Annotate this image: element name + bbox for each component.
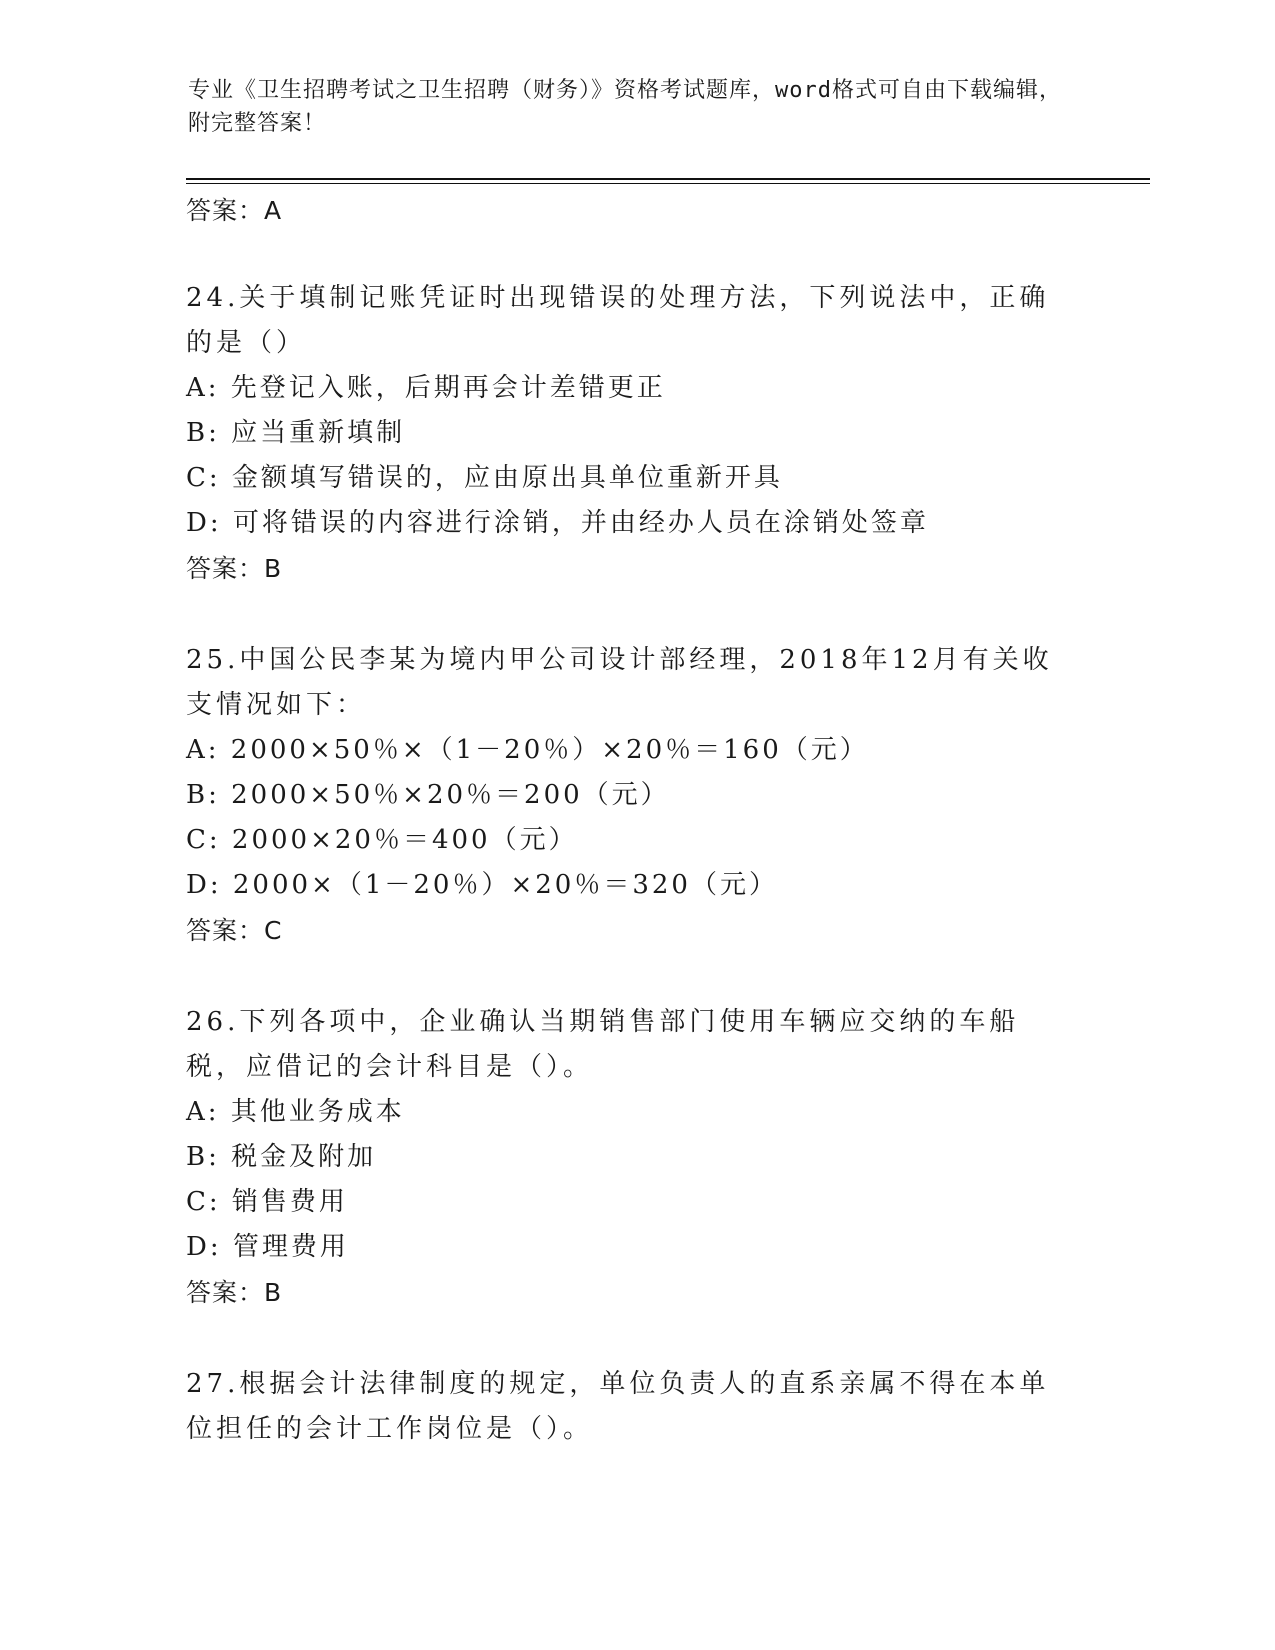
answer-line bbox=[186, 908, 1086, 954]
option-b: B: 2000×50％×20％＝200（元） bbox=[186, 780, 670, 810]
question-list bbox=[186, 188, 1086, 1452]
header-rule-thin bbox=[186, 183, 1150, 184]
option-a: A: 其他业务成本 bbox=[186, 1097, 405, 1127]
option-a: A: 2000×50％×（1－20％）×20％＝160（元） bbox=[186, 735, 869, 765]
answer-value: B bbox=[264, 554, 283, 583]
answer-label: 答案： bbox=[186, 196, 265, 225]
answer-value: C bbox=[264, 916, 283, 945]
option-c: C: 销售费用 bbox=[186, 1187, 348, 1217]
answer-label: 答案： bbox=[186, 916, 265, 945]
option-b: B: 税金及附加 bbox=[186, 1142, 377, 1172]
answer-line bbox=[186, 1270, 1086, 1316]
answer-line bbox=[186, 546, 1086, 592]
answer-value: A bbox=[264, 196, 283, 225]
question-stem: 24.关于填制记账凭证时出现错误的处理方法，下列说法中，正确的是（） bbox=[186, 283, 1050, 358]
question-24 bbox=[186, 276, 1086, 592]
option-d: D: 2000×（1－20％）×20％＝320（元） bbox=[186, 870, 778, 900]
question-stem: 25.中国公民李某为境内甲公司设计部经理，2018年12月有关收支情况如下： bbox=[186, 645, 1053, 720]
header-text: 专业《卫生招聘考试之卫生招聘（财务）》资格考试题库，word格式可自由下载编辑，附完整答案！ bbox=[188, 78, 1062, 136]
answer-label: 答案： bbox=[186, 554, 265, 583]
question-25 bbox=[186, 638, 1086, 954]
option-d: D: 管理费用 bbox=[186, 1232, 349, 1262]
question-27 bbox=[186, 1362, 1086, 1452]
question-stem: 27.根据会计法律制度的规定，单位负责人的直系亲属不得在本单位担任的会计工作岗位是（）。 bbox=[186, 1369, 1050, 1444]
answer-value: B bbox=[264, 1278, 283, 1307]
answer-line bbox=[186, 188, 1086, 234]
option-a: A: 先登记入账，后期再会计差错更正 bbox=[186, 373, 666, 403]
option-c: C: 2000×20％＝400（元） bbox=[186, 825, 578, 855]
option-d: D: 可将错误的内容进行涂销，并由经办人员在涂销处签章 bbox=[186, 508, 929, 538]
header-rule-thick bbox=[186, 178, 1150, 180]
answer-label: 答案： bbox=[186, 1278, 265, 1307]
option-b: B: 应当重新填制 bbox=[186, 418, 406, 448]
question-stem: 26.下列各项中，企业确认当期销售部门使用车辆应交纳的车船税，应借记的会计科目是（）。 bbox=[186, 1007, 1020, 1082]
option-c: C: 金额填写错误的，应由原出具单位重新开具 bbox=[186, 463, 783, 493]
question-26 bbox=[186, 1000, 1086, 1316]
page-header bbox=[188, 74, 1068, 140]
